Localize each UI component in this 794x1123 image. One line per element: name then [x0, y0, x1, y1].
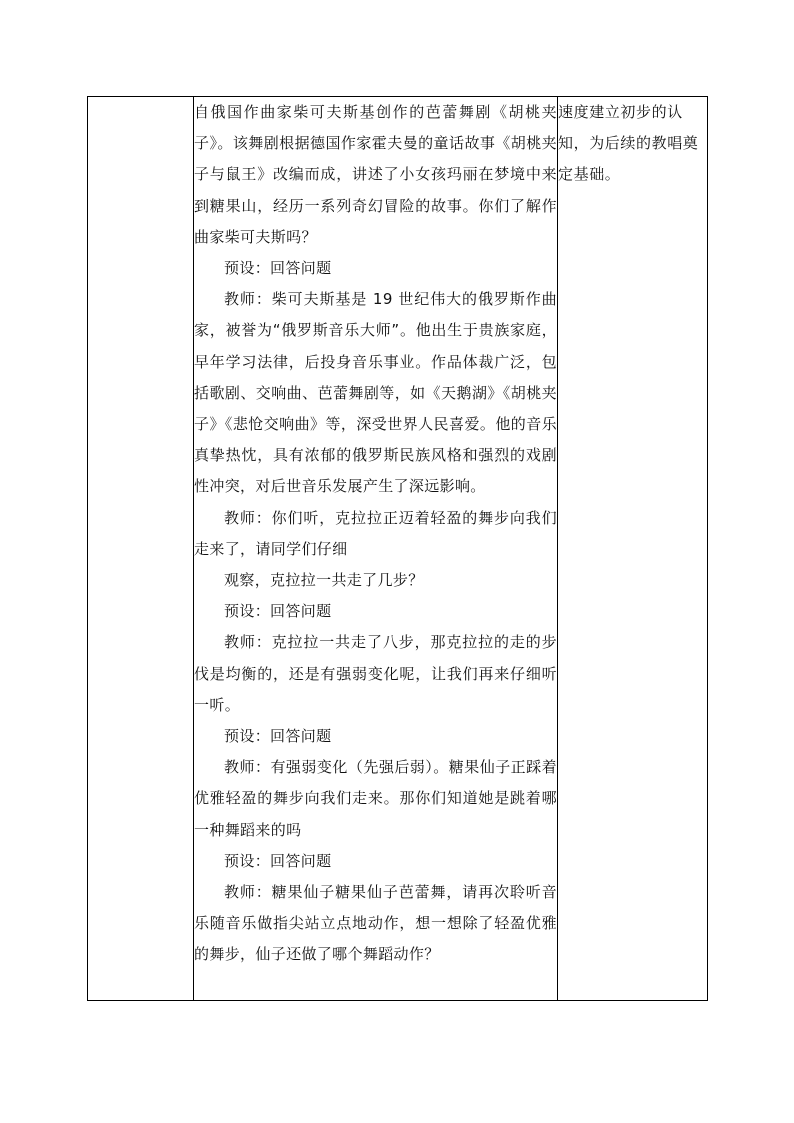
paragraph-preset-3: 预设：回答问题	[224, 727, 332, 746]
table-row	[88, 97, 708, 1001]
paragraph-teacher-dynamics: 教师：有强弱变化（先强后弱）。糖果仙子正踩着优雅轻盈的舞步向我们走来。那你们知道她是跳着哪一种舞蹈来的吗	[194, 758, 557, 839]
teaching-process-cell	[194, 97, 558, 1001]
paragraph-preset-1: 预设：回答问题	[224, 259, 332, 278]
paragraph-preset-4: 预设：回答问题	[224, 851, 332, 870]
paragraph-teacher-tchaikovsky: 教师：柴可夫斯基是 19 世纪伟大的俄罗斯作曲家，被誉为“俄罗斯音乐大师”。他出生于贵族家庭，早年学习法律，后投身音乐事业。作品体裁广泛，包括歌剧、交响曲、芭蕾舞剧等，如《天鹅湖》《胡桃夹子》《悲怆交响曲》等，深受世界人民喜爱。他的音乐真挚热忱，具有浓郁的俄罗斯民族风格和强烈的戏剧性冲突，对后世音乐发展产生了深远影响。	[194, 290, 557, 496]
lesson-plan-table	[87, 96, 708, 1001]
paragraph-observe-steps: 观察，克拉拉一共走了几步？	[224, 571, 424, 590]
paragraph-preset-2: 预设：回答问题	[224, 602, 332, 621]
design-intent-text: 速度建立初步的认知，为后续的教唱奠定基础。	[558, 103, 699, 184]
paragraph-intro: 自俄国作曲家柴可夫斯基创作的芭蕾舞剧《胡桃夹子》。该舞剧根据德国作家霍夫曼的童话故事《胡桃夹子与鼠王》改编而成，讲述了小女孩玛丽在梦境中来到糖果山，经历一系列奇幻冒险的故事。你们了解作曲家柴可夫斯吗？	[194, 103, 557, 246]
paragraph-teacher-listen: 教师：你们听，克拉拉正迈着轻盈的舞步向我们走来了，请同学们仔细	[194, 508, 557, 558]
paragraph-teacher-ballet: 教师：糖果仙子糖果仙子芭蕾舞，请再次聆听音乐随音乐做指尖站立点地动作，想一想除了轻盈优雅的舞步，仙子还做了哪个舞蹈动作？	[194, 883, 557, 964]
left-empty-cell	[88, 97, 194, 1001]
paragraph-teacher-eight-steps: 教师：克拉拉一共走了八步，那克拉拉的走的步伐是均衡的，还是有强弱变化呢，让我们再来仔细听一听。	[194, 633, 557, 714]
design-intent-cell	[558, 97, 708, 1001]
